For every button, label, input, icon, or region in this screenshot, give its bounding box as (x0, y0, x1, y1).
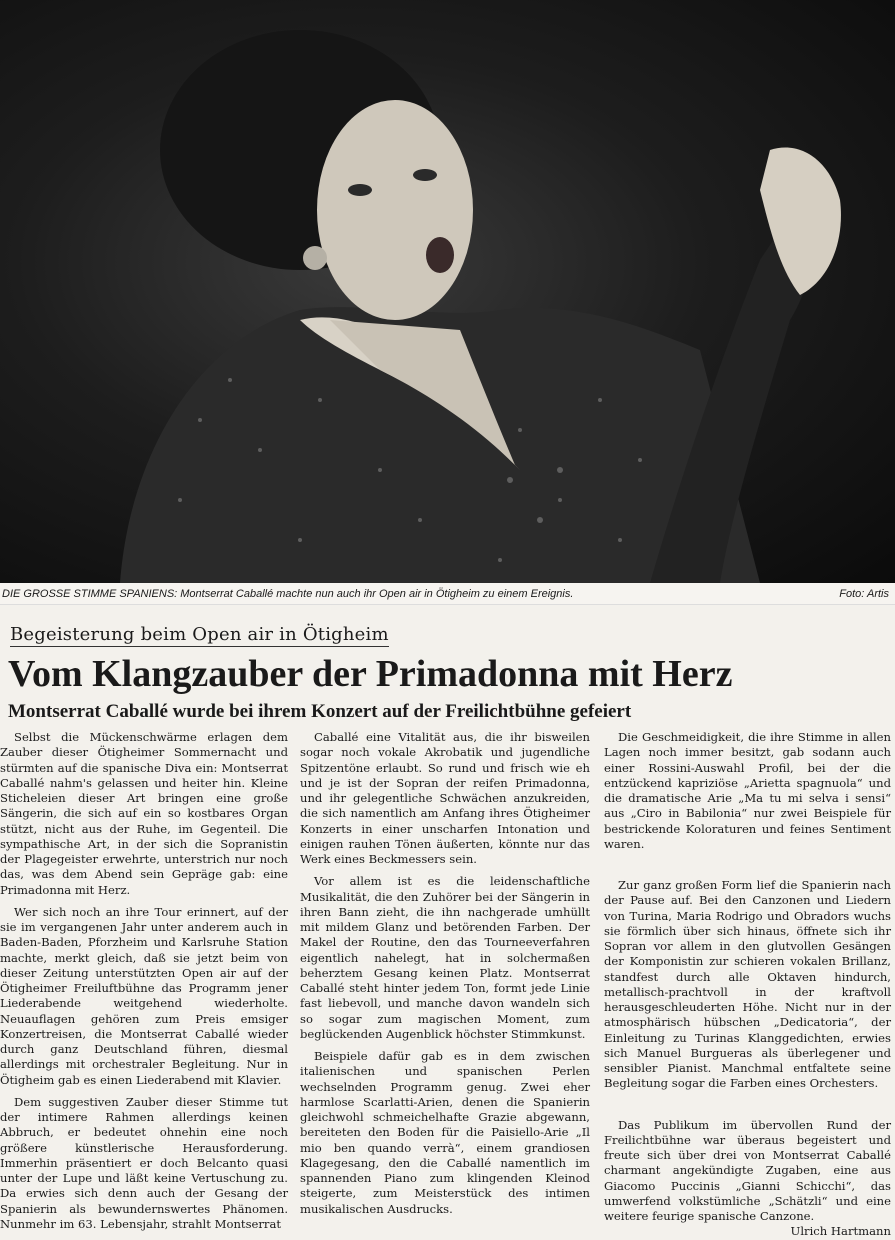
article-column-3 (604, 730, 891, 1240)
paragraph: Zur ganz großen Form lief die Spanierin nach der Pause auf. Bei den Canzonen und Liedern von Turina, Maria Rodrigo und Obradors wuchs sie förmlich über sich hinaus, öffnete sich ihr Sopran vor allem in den glutvollen Gesängen der Komponistin zur schieren vokalen Brillanz, standfest durch alle Oktaven hindurch, metallisch-prachtvoll in der kraftvoll herausgeschleuderten Höhe. Nicht nur in der atmosphärisch hübschen „Dedicatoria“, der Einleitung zu Turinas Klanggedichten, erwies sich Manuel Burgueras als überlegener und sensibler Pianist. Manchmal entfaltete seine Begleitung sogar die Farben eines Orchesters. (604, 878, 891, 1091)
article-column-2 (300, 730, 590, 1217)
paragraph: Wer sich noch an ihre Tour erinnert, auf der sie im vergangenen Jahr unter anderem auch in Baden-Baden, Pforzheim und Karlsruhe Station machte, merkt gleich, daß sie jetzt beim von dieser Zeitung unterstützten Open air auf der Ötigheimer Freiluftbühne das Programm jener Liederabende weitgehend wiederholte. Neuauflagen gehören zum Preis emsiger Konzertreisen, die Montserrat Caballé wieder durch ganz Deutschland führen, diesmal allerdings mit orchestraler Begleitung. Nur in Ötigheim gab es einen Liederabend mit Klavier. (0, 904, 288, 1087)
article-column-1 (0, 730, 288, 1232)
photo (0, 0, 895, 583)
singer-photo (0, 0, 895, 583)
paragraph: Vor allem ist es die leidenschaftliche Musikalität, die den Zuhörer bei der Sängerin in ihren Bann zieht, die ihn nachgerade umhüllt mit mildem Glanz und betörenden Farben. Der Makel der Routine, den das Tourneeverfahren eigentlich nahelegt, hat in solchermaßen beherztem Gesang keinen Platz. Montserrat Caballé steht hinter jedem Ton, formt jede Linie fast liebevoll, und manche davon wandeln sich so sogar zum magischen Moment, zum beglückenden Augenblick höchster Stimmkunst. (300, 874, 590, 1041)
earring (303, 246, 327, 270)
paragraph: Das Publikum im übervollen Rund der Freilichtbühne war überaus begeistert und freute sich über drei von Montserrat Caballé charmant angekündigte Zugaben, eine aus Giacomo Puccinis „Gianni Schicchi“, das umwerfend volkstümliche „Schätzli“ und eine weitere feurige spanische Canzone. (604, 1117, 891, 1223)
photo-credit: Foto: Artis (839, 587, 889, 600)
caption-text: DIE GROSSE STIMME SPANIENS: Montserrat Caballé machte nun auch ihr Open air in Ötigheim zu einem Ereignis. (2, 587, 574, 600)
mouth (426, 237, 454, 273)
article-kicker: Begeisterung beim Open air in Ötigheim (10, 624, 389, 645)
photo-caption (0, 583, 895, 605)
paragraph: Die Geschmeidigkeit, die ihre Stimme in allen Lagen noch immer besitzt, gab sodann auch einer Rossini-Auswahl Profil, bei der die entzückend kapriziöse „Arietta spagnuola“ und die dramatische Arie „Ma tu mi selva i sensi“ aus „Ciro in Babilonia“ nur zwei Beispiele für bestrickende Koloraturen und feines Sentiment waren. (604, 730, 891, 851)
paragraph: Caballé eine Vitalität aus, die ihr bisweilen sogar noch vokale Akrobatik und jugendliche Spitzentöne erlaubt. So rund und frisch wie eh und je ist der Sopran der reifen Primadonna, und ihr gelegentliche Schwächen anzukreiden, die sich namentlich am Anfang ihres Ötigheimer Konzerts in einer unscharfen Intonation und einigen rauhen Tönen äußerten, könnte nur das Werk eines Beckmessers sein. (300, 730, 590, 866)
article-headline: Vom Klangzauber der Primadonna mit Herz (8, 653, 733, 695)
paragraph: Beispiele dafür gab es in dem zwischen italienischen und spanischen Perlen wechselnden Programm genug. Zwei eher harmlose Scarlatti-Arien, denen die Spanierin gleichwohl schmeichelhafte Grazie abgewann, bereiteten den Boden für die Paisiello-Arie „Il mio ben quando verrà“, einem grandiosen Klagegesang, den die Caballé namentlich im spannenden Piano zum klingenden Kleinod steigerte, zum Meisterstück des intimen musikalischen Ausdrucks. (300, 1049, 590, 1216)
paragraph: Dem suggestiven Zauber dieser Stimme tut der intimere Rahmen allerdings keinen Abbruch, er bedeutet ohnehin eine noch größere künstlerische Herausforderung. Immerhin präsentiert er doch Belcanto quasi unter der Lupe und läßt keine Vertuschung zu. Da erwies sich denn auch der Gesang der Spanierin als bewundernswertes Phänomen. Nunmehr im 63. Lebensjahr, strahlt Montserrat (0, 1094, 288, 1231)
paragraph: Selbst die Mückenschwärme erlagen dem Zauber dieser Ötigheimer Sommernacht und stürmten auf die spanische Diva ein: Montserrat Caballé nahm's gelassen und heiter hin. Kleine Sticheleien dieser Art bringen eine große Sängerin, die sich auf ein so kostbares Organ stützt, nicht aus der Ruhe, im Gegenteil. Die sympathische Art, in der sich die Sopranistin der Plagegeister erwehrte, unterstrich nur noch das, was dem Abend sein Gepräge gab: eine Primadonna mit Herz. (0, 730, 288, 897)
author-name: Ulrich Hartmann (790, 1224, 891, 1239)
article-subhead: Montserrat Caballé wurde bei ihrem Konzert auf der Freilichtbühne gefeiert (8, 701, 632, 722)
face (317, 100, 473, 320)
